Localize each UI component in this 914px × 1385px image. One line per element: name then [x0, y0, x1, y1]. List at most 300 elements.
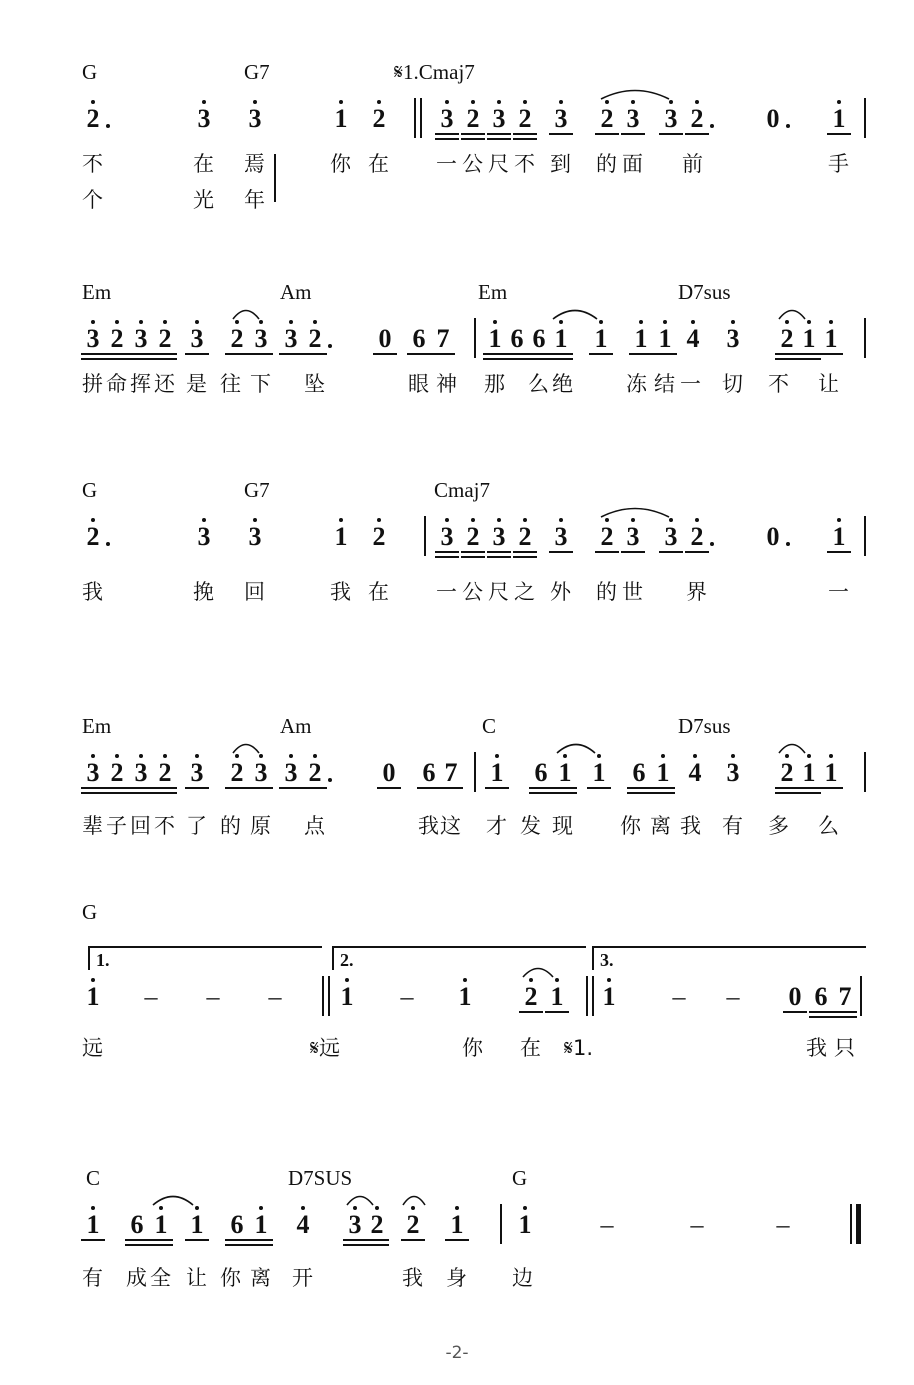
jianpu-note: 1 [558, 758, 572, 787]
barline [864, 516, 866, 556]
jianpu-note: 2 [370, 1210, 384, 1239]
octave-dot [807, 754, 811, 758]
jianpu-note: 3 [248, 522, 262, 551]
beam-underline [125, 1239, 149, 1241]
notation-system [0, 716, 914, 916]
jianpu-note: 1 [254, 1210, 268, 1239]
jianpu-note: 2 [518, 104, 532, 133]
chord-symbol: Em [82, 714, 112, 738]
jianpu-note: 1 [832, 104, 846, 133]
jianpu-note: 3 [197, 104, 211, 133]
jianpu-note: 2 [308, 758, 322, 787]
lyric-char: 的 [596, 152, 617, 176]
beam-underline [445, 1239, 469, 1241]
beam-underline [149, 1239, 173, 1241]
chord-symbol: G [82, 900, 98, 924]
beam-underline [651, 787, 675, 789]
octave-dot [313, 754, 317, 758]
slur-arc [600, 504, 670, 518]
octave-dot [139, 754, 143, 758]
barline [592, 976, 594, 1016]
lyric-char: 离 [250, 1266, 271, 1290]
octave-dot [523, 518, 527, 522]
beam-underline [527, 353, 551, 355]
octave-dot [195, 320, 199, 324]
lyric-char: 公 [462, 152, 483, 176]
augmentation-dot [328, 778, 332, 782]
lyric-char: 还 [154, 372, 175, 396]
lyric-char: 个 [82, 188, 103, 212]
lyric-char: 我 [330, 580, 351, 604]
beam-underline [461, 551, 485, 553]
beam-underline [249, 1239, 273, 1241]
extension-dash: – [600, 1210, 614, 1239]
jianpu-note: 3 [664, 522, 678, 551]
beam-underline [153, 353, 177, 355]
octave-dot [353, 1206, 357, 1210]
volta-label: 1. [96, 950, 110, 970]
lyric-char: 眼 [408, 372, 429, 396]
beam-underline [249, 1244, 273, 1246]
jianpu-note: 2 [158, 324, 172, 353]
lyric-char: 神 [436, 372, 457, 396]
volta-bracket [592, 946, 866, 970]
chord-symbol: D7sus [678, 714, 731, 738]
lyric-char: 回 [244, 580, 265, 604]
beam-underline [81, 358, 105, 360]
jianpu-note: 7 [436, 324, 450, 353]
octave-dot [669, 100, 673, 104]
chord-symbol: Am [280, 280, 312, 304]
jianpu-note: 1 [490, 758, 504, 787]
jianpu-note: 1 [824, 324, 838, 353]
octave-dot [345, 978, 349, 982]
lyric-char: 在 [193, 152, 214, 176]
beam-underline [627, 787, 651, 789]
octave-dot [523, 100, 527, 104]
chord-symbol: Em [478, 280, 508, 304]
beam-underline [365, 1239, 389, 1241]
beam-underline [653, 353, 677, 355]
jianpu-note: 1 [802, 324, 816, 353]
octave-dot [695, 100, 699, 104]
octave-dot [829, 754, 833, 758]
jianpu-note: 2 [406, 1210, 420, 1239]
augmentation-dot [786, 124, 790, 128]
octave-dot [471, 100, 475, 104]
notation-system [0, 902, 914, 1102]
lyric-char: 不 [154, 814, 175, 838]
beam-underline [819, 353, 843, 355]
beam-underline [149, 1244, 173, 1246]
jianpu-note: 2 [86, 522, 100, 551]
beam-underline [487, 133, 511, 135]
jianpu-note: 3 [254, 324, 268, 353]
beam-underline [431, 353, 455, 355]
chord-symbol: G7 [244, 60, 270, 84]
beam-underline [833, 1011, 857, 1013]
slur-arc [152, 1192, 194, 1206]
chord-symbol: C [86, 1166, 101, 1190]
lyric-char: 开 [292, 1266, 313, 1290]
beam-underline [827, 551, 851, 553]
beam-underline [249, 353, 273, 355]
beam-underline [125, 1244, 149, 1246]
beam-underline [483, 353, 507, 355]
extension-dash: – [144, 982, 158, 1011]
chord-symbol: G7 [244, 478, 270, 502]
jianpu-note: 2 [372, 522, 386, 551]
volta-bracket [88, 946, 322, 970]
extension-dash: – [726, 982, 740, 1011]
jianpu-note: 1 [824, 758, 838, 787]
octave-dot [669, 518, 673, 522]
lyric-char: 尺 [488, 152, 509, 176]
beam-underline [629, 353, 653, 355]
lyric-char: 世 [622, 580, 643, 604]
lyric-char: 公 [462, 580, 483, 604]
octave-dot [599, 320, 603, 324]
jianpu-note: 1 [594, 324, 608, 353]
octave-dot [631, 100, 635, 104]
barline [474, 752, 476, 792]
beam-underline [153, 787, 177, 789]
slur-arc [552, 306, 598, 320]
jianpu-note: 3 [254, 758, 268, 787]
jianpu-note: 2 [524, 982, 538, 1011]
extension-dash: – [206, 982, 220, 1011]
octave-dot [91, 1206, 95, 1210]
beam-underline [225, 1239, 249, 1241]
octave-dot [597, 754, 601, 758]
barline [420, 98, 422, 138]
octave-dot [663, 320, 667, 324]
jianpu-note: 3 [284, 324, 298, 353]
lyric-char: 有 [82, 1266, 103, 1290]
beam-underline [417, 787, 441, 789]
beam-underline [659, 551, 683, 553]
jianpu-note: 1 [550, 982, 564, 1011]
octave-dot [377, 100, 381, 104]
beam-underline [435, 138, 459, 140]
octave-dot [693, 754, 697, 758]
jianpu-note: 3 [626, 522, 640, 551]
beam-underline [487, 138, 511, 140]
lyric-char: 我 [82, 580, 103, 604]
octave-dot [631, 518, 635, 522]
jianpu-note: 2 [110, 324, 124, 353]
lyric-char: 切 [722, 372, 743, 396]
jianpu-note: 1 [488, 324, 502, 353]
beam-underline [505, 353, 529, 355]
octave-dot [313, 320, 317, 324]
lyric-char: 年 [244, 188, 265, 212]
barline [414, 98, 416, 138]
lyric-char: 到 [550, 152, 571, 176]
beam-underline [343, 1239, 367, 1241]
chord-symbol: G [82, 60, 98, 84]
beam-underline [505, 358, 529, 360]
lyric-char: 在 [368, 580, 389, 604]
beam-underline [129, 792, 153, 794]
lyric-char: 我 [418, 814, 439, 838]
jianpu-note: 6 [130, 1210, 144, 1239]
octave-dot [91, 100, 95, 104]
jianpu-note: 1 [190, 1210, 204, 1239]
octave-dot [837, 518, 841, 522]
octave-dot [91, 320, 95, 324]
lyric-char: 𝄋1. [564, 1036, 594, 1060]
octave-dot [301, 1206, 305, 1210]
beam-underline [129, 358, 153, 360]
barline [864, 752, 866, 792]
jianpu-note: 7 [444, 758, 458, 787]
lyric-char: 命 [106, 372, 127, 396]
jianpu-note: 3 [726, 758, 740, 787]
octave-dot [807, 320, 811, 324]
beam-underline [513, 138, 537, 140]
jianpu-note: 1 [634, 324, 648, 353]
lyric-char: 我 [402, 1266, 423, 1290]
octave-dot [497, 100, 501, 104]
jianpu-note: 3 [440, 522, 454, 551]
lyric-char: 让 [186, 1266, 207, 1290]
octave-dot [139, 320, 143, 324]
beam-underline [487, 551, 511, 553]
lyric-char: 绝 [552, 372, 573, 396]
beam-underline [185, 1239, 209, 1241]
lyric-char: 界 [686, 580, 707, 604]
beam-underline [775, 353, 799, 355]
beam-underline [553, 792, 577, 794]
barline [474, 318, 476, 358]
octave-dot [731, 754, 735, 758]
jianpu-note: 1 [656, 758, 670, 787]
lyric-char: 在 [368, 152, 389, 176]
jianpu-note: 6 [534, 758, 548, 787]
augmentation-dot [106, 542, 110, 546]
barline [322, 976, 324, 1016]
jianpu-note: 3 [134, 758, 148, 787]
jianpu-note: 6 [510, 324, 524, 353]
beam-underline [651, 792, 675, 794]
octave-dot [195, 754, 199, 758]
octave-dot [411, 1206, 415, 1210]
notation-system [0, 62, 914, 262]
lyric-char: 挥 [130, 372, 151, 396]
beam-underline [483, 358, 507, 360]
beam-underline [513, 556, 537, 558]
beam-underline [659, 133, 683, 135]
chord-symbol: Am [280, 714, 312, 738]
extension-dash: – [268, 982, 282, 1011]
slur-arc [346, 1192, 374, 1206]
lyric-char: 尺 [488, 580, 509, 604]
jianpu-note: 2 [308, 324, 322, 353]
octave-dot [235, 754, 239, 758]
notation-system [0, 1168, 914, 1368]
slur-arc [556, 740, 596, 754]
lyric-char: 往 [220, 372, 241, 396]
lyric-char: 有 [722, 814, 743, 838]
lyric-char: 点 [304, 814, 325, 838]
beam-underline [105, 792, 129, 794]
extension-dash: – [690, 1210, 704, 1239]
octave-dot [555, 978, 559, 982]
octave-dot [259, 320, 263, 324]
beam-underline [343, 1244, 367, 1246]
jianpu-note: 2 [158, 758, 172, 787]
lyric-char: 的 [596, 580, 617, 604]
jianpu-note: 3 [440, 104, 454, 133]
jianpu-note: 2 [466, 104, 480, 133]
octave-dot [375, 1206, 379, 1210]
beam-underline [587, 787, 611, 789]
beam-underline [797, 353, 821, 355]
lyric-char: 挽 [193, 580, 214, 604]
jianpu-note: 7 [838, 982, 852, 1011]
lyric-char: 不 [82, 152, 103, 176]
lyric-char: 冻 [626, 372, 647, 396]
jianpu-note: 1 [592, 758, 606, 787]
lyric-char: 现 [552, 814, 573, 838]
jianpu-note: 6 [532, 324, 546, 353]
barline [850, 1204, 852, 1244]
lyric-char: 远 [82, 1036, 103, 1060]
barline [856, 1204, 861, 1244]
octave-dot [115, 320, 119, 324]
beam-underline [461, 138, 485, 140]
beam-underline [833, 1016, 857, 1018]
octave-dot [529, 978, 533, 982]
beam-underline [545, 1011, 569, 1013]
beam-underline [225, 1244, 249, 1246]
chord-symbol: Cmaj7 [434, 478, 490, 502]
beam-underline [809, 1016, 833, 1018]
beam-underline [775, 787, 799, 789]
jianpu-note: 1 [86, 982, 100, 1011]
octave-dot [445, 518, 449, 522]
barline [864, 318, 866, 358]
octave-dot [195, 1206, 199, 1210]
jianpu-note: 2 [518, 522, 532, 551]
beam-underline [775, 358, 799, 360]
lyric-char: 我 [680, 814, 701, 838]
jianpu-note: 1 [334, 522, 348, 551]
lyric-char: 下 [250, 372, 271, 396]
octave-dot [523, 1206, 527, 1210]
jianpu-note: 3 [492, 104, 506, 133]
beam-underline [279, 787, 303, 789]
beam-underline [513, 133, 537, 135]
jianpu-note: 4 [686, 324, 700, 353]
beam-underline [519, 1011, 543, 1013]
jianpu-note: 1 [602, 982, 616, 1011]
lyric-char: 才 [486, 814, 507, 838]
lyric-char: 身 [446, 1266, 467, 1290]
beam-underline [461, 556, 485, 558]
beam-underline [105, 353, 129, 355]
octave-dot [837, 100, 841, 104]
chord-symbol: D7SUS [288, 1166, 353, 1190]
slur-arc [778, 306, 806, 320]
beam-underline [105, 358, 129, 360]
octave-dot [607, 978, 611, 982]
octave-dot [463, 978, 467, 982]
beam-underline [485, 787, 509, 789]
volta-label: 2. [340, 950, 354, 970]
lyric-char: 在 [520, 1036, 541, 1060]
jianpu-note: 3 [348, 1210, 362, 1239]
lyric-char: 一 [680, 372, 701, 396]
jianpu-note: 3 [86, 758, 100, 787]
octave-dot [559, 320, 563, 324]
volta-label: 3. [600, 950, 614, 970]
chord-symbol: Em [82, 280, 112, 304]
beam-underline [303, 787, 327, 789]
octave-dot [445, 100, 449, 104]
octave-dot [497, 518, 501, 522]
beam-underline [595, 551, 619, 553]
octave-dot [259, 1206, 263, 1210]
slur-arc [778, 740, 806, 754]
lyric-char: 不 [514, 152, 535, 176]
beam-underline [435, 133, 459, 135]
octave-dot [471, 518, 475, 522]
augmentation-dot [710, 542, 714, 546]
jianpu-note: 3 [197, 522, 211, 551]
jianpu-note: 2 [230, 324, 244, 353]
jianpu-note: 1 [334, 104, 348, 133]
lyric-char: 了 [186, 814, 207, 838]
jianpu-note: 2 [690, 104, 704, 133]
lyric-char: 成 [126, 1266, 147, 1290]
lyric-char: 么 [528, 372, 549, 396]
octave-dot [785, 320, 789, 324]
lyric-char: 是 [186, 372, 207, 396]
lyric-char: 发 [520, 814, 541, 838]
octave-dot [559, 518, 563, 522]
lyric-char: 手 [828, 152, 849, 176]
jianpu-note: 0 [378, 324, 392, 353]
jianpu-note: 0 [788, 982, 802, 1011]
beam-underline [549, 358, 573, 360]
lyric-char: 𝄋远 [310, 1036, 341, 1060]
beam-underline [527, 358, 551, 360]
octave-dot [202, 518, 206, 522]
octave-dot [377, 518, 381, 522]
beam-underline [185, 787, 209, 789]
augmentation-dot [710, 124, 714, 128]
beam-underline [797, 787, 821, 789]
beam-underline [249, 787, 273, 789]
beam-underline [797, 358, 821, 360]
beam-underline [621, 133, 645, 135]
beam-underline [549, 133, 573, 135]
page-number: -2- [445, 1343, 469, 1363]
lyric-char: 的 [220, 814, 241, 838]
beam-underline [827, 133, 851, 135]
octave-dot [202, 100, 206, 104]
augmentation-dot [328, 344, 332, 348]
jianpu-note: 1 [518, 1210, 532, 1239]
lyric-char: 我 [806, 1036, 827, 1060]
beam-underline [595, 133, 619, 135]
octave-dot [289, 320, 293, 324]
jianpu-note: 3 [492, 522, 506, 551]
lyric-char: 外 [550, 580, 571, 604]
octave-dot [289, 754, 293, 758]
